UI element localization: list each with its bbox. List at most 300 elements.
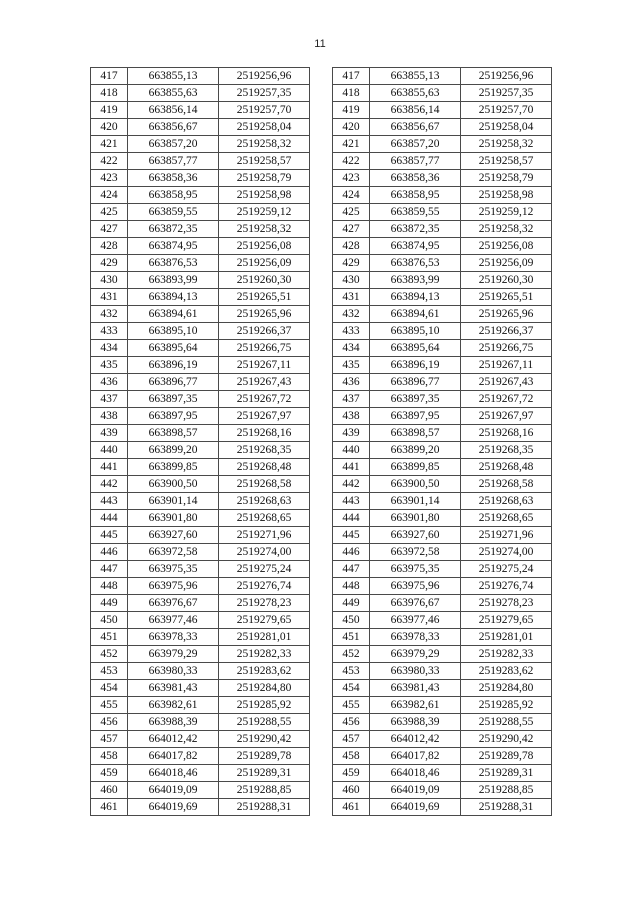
- point-number-cell: 422: [333, 153, 370, 170]
- table-row: [91, 425, 310, 442]
- y-coordinate-cell: 2519267,72: [461, 391, 552, 408]
- point-number-cell: 454: [333, 680, 370, 697]
- point-number-cell: 421: [333, 136, 370, 153]
- table-row: [333, 595, 552, 612]
- point-number-cell: 438: [333, 408, 370, 425]
- x-coordinate-cell: 663978,33: [370, 629, 461, 646]
- x-coordinate-cell: 663897,95: [128, 408, 219, 425]
- point-number-cell: 450: [91, 612, 128, 629]
- point-number-cell: 430: [91, 272, 128, 289]
- y-coordinate-cell: 2519258,32: [461, 136, 552, 153]
- x-coordinate-cell: 663975,96: [128, 578, 219, 595]
- point-number-cell: 425: [91, 204, 128, 221]
- table-row: [91, 680, 310, 697]
- point-number-cell: 423: [91, 170, 128, 187]
- coordinates-table-right: [332, 67, 552, 816]
- point-number-cell: 448: [91, 578, 128, 595]
- y-coordinate-cell: 2519283,62: [219, 663, 310, 680]
- x-coordinate-cell: 664019,69: [128, 799, 219, 816]
- table-row: [91, 306, 310, 323]
- x-coordinate-cell: 663893,99: [128, 272, 219, 289]
- point-number-cell: 434: [91, 340, 128, 357]
- x-coordinate-cell: 663899,20: [128, 442, 219, 459]
- point-number-cell: 440: [91, 442, 128, 459]
- table-row: [91, 748, 310, 765]
- x-coordinate-cell: 663975,96: [370, 578, 461, 595]
- x-coordinate-cell: 663872,35: [128, 221, 219, 238]
- y-coordinate-cell: 2519258,57: [461, 153, 552, 170]
- table-row: [333, 612, 552, 629]
- y-coordinate-cell: 2519268,48: [461, 459, 552, 476]
- point-number-cell: 449: [333, 595, 370, 612]
- point-number-cell: 447: [333, 561, 370, 578]
- y-coordinate-cell: 2519256,09: [219, 255, 310, 272]
- point-number-cell: 433: [333, 323, 370, 340]
- y-coordinate-cell: 2519268,63: [461, 493, 552, 510]
- point-number-cell: 417: [333, 68, 370, 85]
- y-coordinate-cell: 2519275,24: [461, 561, 552, 578]
- table-row: [333, 561, 552, 578]
- point-number-cell: 446: [91, 544, 128, 561]
- x-coordinate-cell: 663981,43: [128, 680, 219, 697]
- y-coordinate-cell: 2519258,32: [219, 136, 310, 153]
- y-coordinate-cell: 2519258,04: [461, 119, 552, 136]
- x-coordinate-cell: 663979,29: [370, 646, 461, 663]
- x-coordinate-cell: 663927,60: [370, 527, 461, 544]
- y-coordinate-cell: 2519275,24: [219, 561, 310, 578]
- y-coordinate-cell: 2519266,75: [219, 340, 310, 357]
- x-coordinate-cell: 663876,53: [370, 255, 461, 272]
- table-row: [333, 102, 552, 119]
- table-row: [333, 391, 552, 408]
- point-number-cell: 452: [91, 646, 128, 663]
- x-coordinate-cell: 664019,09: [370, 782, 461, 799]
- x-coordinate-cell: 663876,53: [128, 255, 219, 272]
- table-row: [333, 255, 552, 272]
- table-row: [91, 340, 310, 357]
- table-row: [333, 221, 552, 238]
- x-coordinate-cell: 663901,14: [128, 493, 219, 510]
- x-coordinate-cell: 663894,61: [128, 306, 219, 323]
- table-row: [333, 425, 552, 442]
- point-number-cell: 431: [333, 289, 370, 306]
- y-coordinate-cell: 2519258,98: [461, 187, 552, 204]
- y-coordinate-cell: 2519257,35: [219, 85, 310, 102]
- x-coordinate-cell: 663856,67: [370, 119, 461, 136]
- point-number-cell: 419: [91, 102, 128, 119]
- table-row: [333, 442, 552, 459]
- y-coordinate-cell: 2519288,31: [461, 799, 552, 816]
- point-number-cell: 447: [91, 561, 128, 578]
- x-coordinate-cell: 663893,99: [370, 272, 461, 289]
- x-coordinate-cell: 663872,35: [370, 221, 461, 238]
- y-coordinate-cell: 2519260,30: [219, 272, 310, 289]
- y-coordinate-cell: 2519278,23: [461, 595, 552, 612]
- point-number-cell: 448: [333, 578, 370, 595]
- x-coordinate-cell: 663988,39: [128, 714, 219, 731]
- table-row: [333, 153, 552, 170]
- point-number-cell: 457: [333, 731, 370, 748]
- x-coordinate-cell: 663894,13: [370, 289, 461, 306]
- point-number-cell: 451: [333, 629, 370, 646]
- x-coordinate-cell: 663855,13: [128, 68, 219, 85]
- x-coordinate-cell: 663895,64: [128, 340, 219, 357]
- table-row: [333, 289, 552, 306]
- x-coordinate-cell: 664012,42: [128, 731, 219, 748]
- y-coordinate-cell: 2519258,32: [219, 221, 310, 238]
- y-coordinate-cell: 2519266,75: [461, 340, 552, 357]
- table-row: [91, 459, 310, 476]
- point-number-cell: 424: [91, 187, 128, 204]
- y-coordinate-cell: 2519288,85: [461, 782, 552, 799]
- x-coordinate-cell: 663856,14: [370, 102, 461, 119]
- y-coordinate-cell: 2519268,63: [219, 493, 310, 510]
- point-number-cell: 459: [333, 765, 370, 782]
- x-coordinate-cell: 663899,85: [370, 459, 461, 476]
- y-coordinate-cell: 2519267,97: [461, 408, 552, 425]
- y-coordinate-cell: 2519268,65: [219, 510, 310, 527]
- x-coordinate-cell: 663857,77: [128, 153, 219, 170]
- table-row: [91, 731, 310, 748]
- y-coordinate-cell: 2519267,11: [219, 357, 310, 374]
- table-row: [91, 136, 310, 153]
- y-coordinate-cell: 2519278,23: [219, 595, 310, 612]
- table-row: [91, 357, 310, 374]
- point-number-cell: 443: [333, 493, 370, 510]
- point-number-cell: 444: [91, 510, 128, 527]
- y-coordinate-cell: 2519268,35: [461, 442, 552, 459]
- table-row: [91, 255, 310, 272]
- x-coordinate-cell: 663874,95: [128, 238, 219, 255]
- y-coordinate-cell: 2519271,96: [219, 527, 310, 544]
- table-row: [333, 340, 552, 357]
- point-number-cell: 445: [91, 527, 128, 544]
- table-row: [91, 765, 310, 782]
- x-coordinate-cell: 663896,19: [128, 357, 219, 374]
- point-number-cell: 432: [333, 306, 370, 323]
- x-coordinate-cell: 663895,10: [370, 323, 461, 340]
- point-number-cell: 456: [333, 714, 370, 731]
- x-coordinate-cell: 663900,50: [370, 476, 461, 493]
- x-coordinate-cell: 663976,67: [370, 595, 461, 612]
- x-coordinate-cell: 664017,82: [128, 748, 219, 765]
- table-row: [333, 731, 552, 748]
- table-row: [333, 629, 552, 646]
- table-row: [91, 289, 310, 306]
- x-coordinate-cell: 663857,20: [128, 136, 219, 153]
- y-coordinate-cell: 2519276,74: [219, 578, 310, 595]
- table-row: [333, 697, 552, 714]
- y-coordinate-cell: 2519285,92: [219, 697, 310, 714]
- x-coordinate-cell: 663982,61: [370, 697, 461, 714]
- table-row: [91, 374, 310, 391]
- table-row: [91, 646, 310, 663]
- table-row: [91, 272, 310, 289]
- point-number-cell: 456: [91, 714, 128, 731]
- x-coordinate-cell: 663896,77: [370, 374, 461, 391]
- x-coordinate-cell: 663858,36: [370, 170, 461, 187]
- y-coordinate-cell: 2519290,42: [219, 731, 310, 748]
- point-number-cell: 418: [91, 85, 128, 102]
- y-coordinate-cell: 2519276,74: [461, 578, 552, 595]
- x-coordinate-cell: 663897,95: [370, 408, 461, 425]
- table-row: [91, 238, 310, 255]
- y-coordinate-cell: 2519274,00: [219, 544, 310, 561]
- x-coordinate-cell: 663978,33: [128, 629, 219, 646]
- y-coordinate-cell: 2519267,43: [219, 374, 310, 391]
- point-number-cell: 446: [333, 544, 370, 561]
- table-row: [91, 391, 310, 408]
- y-coordinate-cell: 2519285,92: [461, 697, 552, 714]
- y-coordinate-cell: 2519288,31: [219, 799, 310, 816]
- x-coordinate-cell: 663901,80: [370, 510, 461, 527]
- point-number-cell: 428: [333, 238, 370, 255]
- y-coordinate-cell: 2519283,62: [461, 663, 552, 680]
- point-number-cell: 450: [333, 612, 370, 629]
- y-coordinate-cell: 2519260,30: [461, 272, 552, 289]
- y-coordinate-cell: 2519289,31: [219, 765, 310, 782]
- page-number: 11: [314, 38, 326, 50]
- table-row: [333, 476, 552, 493]
- y-coordinate-cell: 2519257,70: [219, 102, 310, 119]
- table-row: [91, 204, 310, 221]
- table-row: [91, 612, 310, 629]
- table-row: [333, 510, 552, 527]
- table-row: [91, 561, 310, 578]
- table-row: [333, 748, 552, 765]
- point-number-cell: 420: [333, 119, 370, 136]
- table-row: [333, 714, 552, 731]
- table-row: [91, 85, 310, 102]
- x-coordinate-cell: 663897,35: [128, 391, 219, 408]
- point-number-cell: 432: [91, 306, 128, 323]
- point-number-cell: 422: [91, 153, 128, 170]
- x-coordinate-cell: 663980,33: [370, 663, 461, 680]
- x-coordinate-cell: 663900,50: [128, 476, 219, 493]
- x-coordinate-cell: 663977,46: [370, 612, 461, 629]
- point-number-cell: 441: [91, 459, 128, 476]
- x-coordinate-cell: 664017,82: [370, 748, 461, 765]
- x-coordinate-cell: 663981,43: [370, 680, 461, 697]
- point-number-cell: 457: [91, 731, 128, 748]
- table-row: [333, 765, 552, 782]
- point-number-cell: 451: [91, 629, 128, 646]
- table-row: [333, 544, 552, 561]
- y-coordinate-cell: 2519266,37: [219, 323, 310, 340]
- y-coordinate-cell: 2519289,78: [219, 748, 310, 765]
- table-row: [91, 442, 310, 459]
- x-coordinate-cell: 663856,14: [128, 102, 219, 119]
- point-number-cell: 442: [91, 476, 128, 493]
- table-row: [91, 782, 310, 799]
- x-coordinate-cell: 663859,55: [128, 204, 219, 221]
- table-row: [91, 187, 310, 204]
- x-coordinate-cell: 663927,60: [128, 527, 219, 544]
- x-coordinate-cell: 663898,57: [370, 425, 461, 442]
- table-row: [91, 629, 310, 646]
- y-coordinate-cell: 2519267,43: [461, 374, 552, 391]
- y-coordinate-cell: 2519289,31: [461, 765, 552, 782]
- x-coordinate-cell: 663982,61: [128, 697, 219, 714]
- table-row: [91, 102, 310, 119]
- table-row: [333, 578, 552, 595]
- table-row: [91, 714, 310, 731]
- point-number-cell: 433: [91, 323, 128, 340]
- table-row: [333, 527, 552, 544]
- point-number-cell: 438: [91, 408, 128, 425]
- table-row: [333, 408, 552, 425]
- x-coordinate-cell: 663899,85: [128, 459, 219, 476]
- y-coordinate-cell: 2519267,72: [219, 391, 310, 408]
- point-number-cell: 427: [91, 221, 128, 238]
- coordinates-table-left: [90, 67, 310, 816]
- table-row: [333, 374, 552, 391]
- x-coordinate-cell: 663858,95: [370, 187, 461, 204]
- x-coordinate-cell: 663855,63: [370, 85, 461, 102]
- y-coordinate-cell: 2519288,55: [461, 714, 552, 731]
- table-row: [333, 663, 552, 680]
- table-row: [91, 323, 310, 340]
- y-coordinate-cell: 2519281,01: [461, 629, 552, 646]
- table-row: [91, 221, 310, 238]
- x-coordinate-cell: 663988,39: [370, 714, 461, 731]
- point-number-cell: 453: [333, 663, 370, 680]
- y-coordinate-cell: 2519265,51: [461, 289, 552, 306]
- point-number-cell: 454: [91, 680, 128, 697]
- y-coordinate-cell: 2519289,78: [461, 748, 552, 765]
- point-number-cell: 458: [91, 748, 128, 765]
- point-number-cell: 440: [333, 442, 370, 459]
- x-coordinate-cell: 663858,95: [128, 187, 219, 204]
- y-coordinate-cell: 2519268,58: [219, 476, 310, 493]
- x-coordinate-cell: 663975,35: [370, 561, 461, 578]
- point-number-cell: 435: [91, 357, 128, 374]
- table-row: [91, 544, 310, 561]
- point-number-cell: 461: [333, 799, 370, 816]
- table-row: [333, 493, 552, 510]
- table-row: [91, 578, 310, 595]
- x-coordinate-cell: 663855,13: [370, 68, 461, 85]
- y-coordinate-cell: 2519259,12: [219, 204, 310, 221]
- table-row: [91, 476, 310, 493]
- x-coordinate-cell: 663975,35: [128, 561, 219, 578]
- point-number-cell: 424: [333, 187, 370, 204]
- point-number-cell: 425: [333, 204, 370, 221]
- y-coordinate-cell: 2519258,04: [219, 119, 310, 136]
- point-number-cell: 434: [333, 340, 370, 357]
- point-number-cell: 428: [91, 238, 128, 255]
- y-coordinate-cell: 2519268,16: [219, 425, 310, 442]
- y-coordinate-cell: 2519266,37: [461, 323, 552, 340]
- y-coordinate-cell: 2519268,35: [219, 442, 310, 459]
- x-coordinate-cell: 663896,77: [128, 374, 219, 391]
- y-coordinate-cell: 2519256,96: [219, 68, 310, 85]
- table-row: [91, 68, 310, 85]
- table-row: [333, 323, 552, 340]
- y-coordinate-cell: 2519268,65: [461, 510, 552, 527]
- table-row: [91, 527, 310, 544]
- point-number-cell: 435: [333, 357, 370, 374]
- table-row: [91, 493, 310, 510]
- y-coordinate-cell: 2519288,85: [219, 782, 310, 799]
- point-number-cell: 439: [333, 425, 370, 442]
- x-coordinate-cell: 663976,67: [128, 595, 219, 612]
- point-number-cell: 427: [333, 221, 370, 238]
- y-coordinate-cell: 2519279,65: [461, 612, 552, 629]
- point-number-cell: 420: [91, 119, 128, 136]
- table-row: [91, 510, 310, 527]
- y-coordinate-cell: 2519267,97: [219, 408, 310, 425]
- y-coordinate-cell: 2519259,12: [461, 204, 552, 221]
- x-coordinate-cell: 663894,61: [370, 306, 461, 323]
- y-coordinate-cell: 2519258,57: [219, 153, 310, 170]
- x-coordinate-cell: 663977,46: [128, 612, 219, 629]
- point-number-cell: 419: [333, 102, 370, 119]
- table-row: [333, 306, 552, 323]
- x-coordinate-cell: 663895,10: [128, 323, 219, 340]
- y-coordinate-cell: 2519288,55: [219, 714, 310, 731]
- point-number-cell: 449: [91, 595, 128, 612]
- table-row: [91, 408, 310, 425]
- table-row: [333, 782, 552, 799]
- x-coordinate-cell: 663895,64: [370, 340, 461, 357]
- point-number-cell: 461: [91, 799, 128, 816]
- point-number-cell: 436: [333, 374, 370, 391]
- point-number-cell: 437: [91, 391, 128, 408]
- x-coordinate-cell: 664012,42: [370, 731, 461, 748]
- y-coordinate-cell: 2519256,08: [461, 238, 552, 255]
- x-coordinate-cell: 664018,46: [370, 765, 461, 782]
- point-number-cell: 459: [91, 765, 128, 782]
- x-coordinate-cell: 663857,20: [370, 136, 461, 153]
- y-coordinate-cell: 2519268,16: [461, 425, 552, 442]
- table-row: [333, 119, 552, 136]
- y-coordinate-cell: 2519282,33: [219, 646, 310, 663]
- y-coordinate-cell: 2519257,70: [461, 102, 552, 119]
- table-row: [333, 187, 552, 204]
- y-coordinate-cell: 2519282,33: [461, 646, 552, 663]
- x-coordinate-cell: 663979,29: [128, 646, 219, 663]
- y-coordinate-cell: 2519258,79: [461, 170, 552, 187]
- point-number-cell: 429: [91, 255, 128, 272]
- x-coordinate-cell: 663857,77: [370, 153, 461, 170]
- y-coordinate-cell: 2519265,96: [219, 306, 310, 323]
- x-coordinate-cell: 663896,19: [370, 357, 461, 374]
- table-row: [333, 136, 552, 153]
- x-coordinate-cell: 664019,69: [370, 799, 461, 816]
- table-row: [333, 85, 552, 102]
- table-row: [333, 68, 552, 85]
- y-coordinate-cell: 2519274,00: [461, 544, 552, 561]
- x-coordinate-cell: 663980,33: [128, 663, 219, 680]
- y-coordinate-cell: 2519258,32: [461, 221, 552, 238]
- x-coordinate-cell: 663901,80: [128, 510, 219, 527]
- point-number-cell: 436: [91, 374, 128, 391]
- point-number-cell: 453: [91, 663, 128, 680]
- y-coordinate-cell: 2519268,58: [461, 476, 552, 493]
- table-row: [91, 119, 310, 136]
- x-coordinate-cell: 663858,36: [128, 170, 219, 187]
- point-number-cell: 423: [333, 170, 370, 187]
- x-coordinate-cell: 663855,63: [128, 85, 219, 102]
- x-coordinate-cell: 663901,14: [370, 493, 461, 510]
- x-coordinate-cell: 664019,09: [128, 782, 219, 799]
- y-coordinate-cell: 2519257,35: [461, 85, 552, 102]
- x-coordinate-cell: 663899,20: [370, 442, 461, 459]
- y-coordinate-cell: 2519279,65: [219, 612, 310, 629]
- y-coordinate-cell: 2519284,80: [461, 680, 552, 697]
- y-coordinate-cell: 2519284,80: [219, 680, 310, 697]
